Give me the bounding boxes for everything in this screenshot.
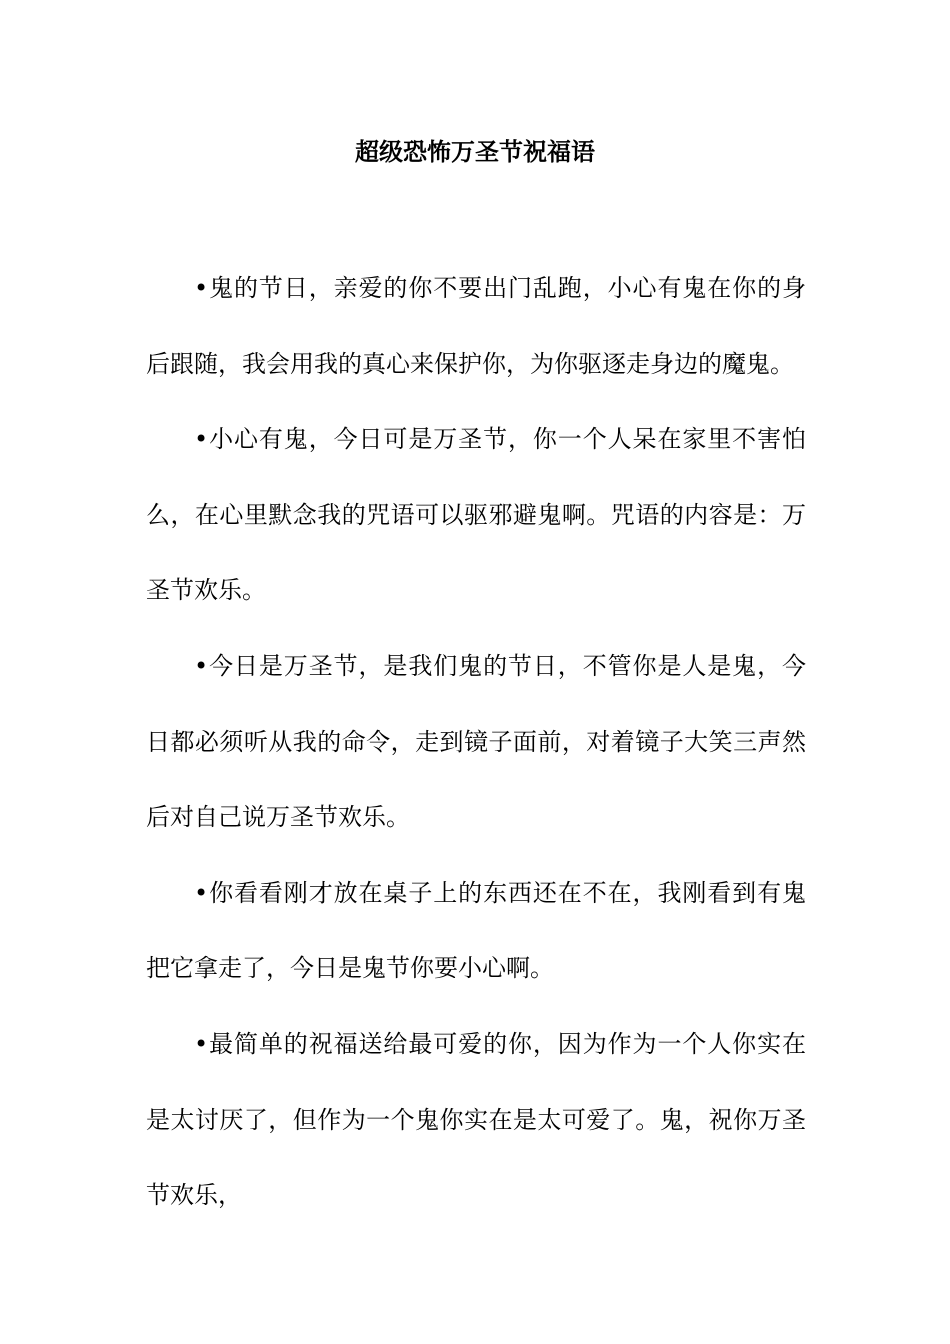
document-title: 超级恐怖万圣节祝福语 [355, 137, 595, 166]
paragraph: •你看看刚才放在桌子上的东西还在不在，我刚看到有鬼把它拿走了，今日是鬼节你要小心啊。 [146, 878, 806, 983]
paragraph: •鬼的节日，亲爱的你不要出门乱跑，小心有鬼在你的身后跟随，我会用我的真心来保护你，为你驱逐走身边的魔鬼。 [146, 274, 806, 378]
paragraph: •今日是万圣节，是我们鬼的节日，不管你是人是鬼，今日都必须听从我的命令，走到镜子面前，对着镜子大笑三声然后对自己说万圣节欢乐。 [146, 651, 806, 832]
paragraph: •小心有鬼，今日可是万圣节，你一个人呆在家里不害怕么，在心里默念我的咒语可以驱邪避鬼啊。咒语的内容是：万圣节欢乐。 [146, 425, 806, 605]
paragraph: •最简单的祝福送给最可爱的你，因为作为一个人你实在是太讨厌了，但作为一个鬼你实在是太可爱了。鬼，祝你万圣节欢乐， [146, 1029, 806, 1210]
document-body [146, 251, 806, 1234]
